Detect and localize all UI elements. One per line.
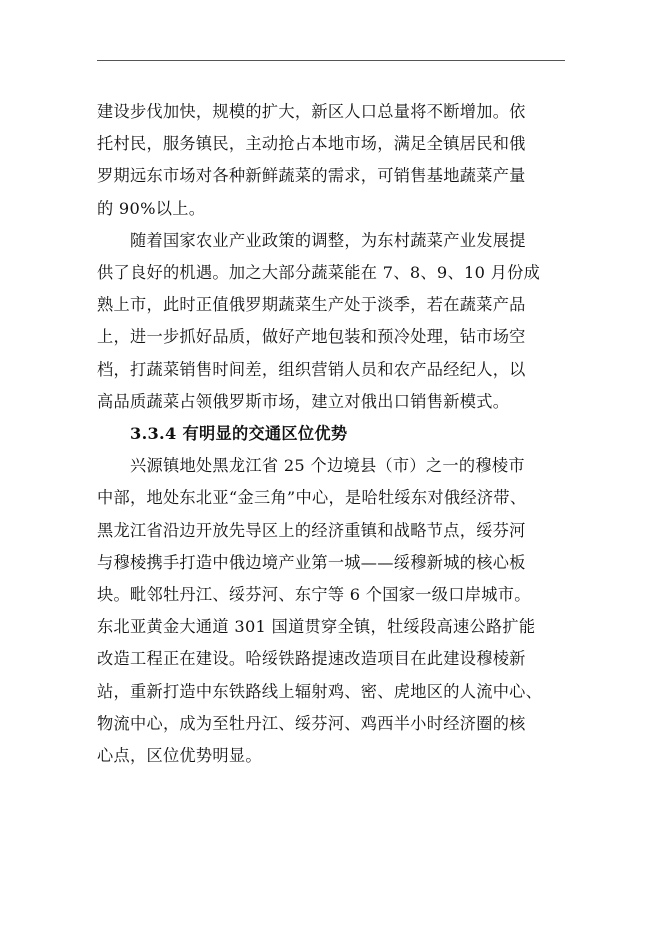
text-line: 兴源镇地处黑龙江省 25 个边境县（市）之一的穆棱市	[130, 456, 525, 476]
text-line: 改造工程正在建设。哈绥铁路提速改造项目在此建设穆棱新	[97, 649, 526, 669]
text-line: 物流中心，成为至牡丹江、绥芬河、鸡西半小时经济圈的核	[97, 713, 526, 733]
section-heading: 3.3.4 有明显的交通区位优势	[130, 424, 348, 444]
paragraph-transport-location	[97, 450, 567, 772]
paragraph-policy-opportunity	[97, 225, 567, 418]
text-line: 高品质蔬菜占领俄罗斯市场，建立对俄出口销售新模式。	[97, 391, 510, 411]
text-line: 随着国家农业产业政策的调整，为东村蔬菜产业发展提	[130, 230, 526, 250]
text-line: 档，打蔬菜销售时间差，组织营销人员和农产品经纪人，以	[97, 359, 526, 379]
text-line: 东北亚黄金大通道 301 国道贯穿全镇，牡绥段高速公路扩能	[97, 617, 536, 637]
header-rule	[97, 60, 565, 61]
text-line: 罗期远东市场对各种新鲜蔬菜的需求，可销售基地蔬菜产量	[97, 166, 526, 186]
text-line: 心点，区位优势明显。	[97, 746, 262, 766]
text-line: 块。毗邻牡丹江、绥芬河、东宁等 6 个国家一级口岸城市。	[97, 585, 531, 605]
text-line: 与穆棱携手打造中俄边境产业第一城——绥穆新城的核心板	[97, 552, 526, 572]
text-line: 建设步伐加快，规模的扩大，新区人口总量将不断增加。依	[97, 102, 526, 121]
text-line: 站，重新打造中东铁路线上辐射鸡、密、虎地区的人流中心、	[97, 681, 543, 701]
text-line: 供了良好的机遇。加之大部分蔬菜能在 7、8、9、10 月份成	[97, 263, 541, 283]
text-line: 黑龙江省沿边开放先导区上的经济重镇和战略节点，绥芬河	[97, 520, 526, 540]
paragraph-market-demand	[97, 96, 567, 225]
document-body	[97, 96, 567, 772]
text-line: 中部，地处东北亚“金三角”中心，是哈牡绥东对俄经济带、	[97, 488, 527, 508]
text-line: 熟上市，此时正值俄罗期蔬菜生产处于淡季，若在蔬菜产品	[97, 295, 526, 315]
text-line: 托村民，服务镇民，主动抢占本地市场，满足全镇居民和俄	[97, 134, 526, 154]
text-line: 的 90%以上。	[97, 198, 206, 218]
text-line: 上，进一步抓好品质，做好产地包装和预冷处理，钻市场空	[97, 327, 526, 347]
